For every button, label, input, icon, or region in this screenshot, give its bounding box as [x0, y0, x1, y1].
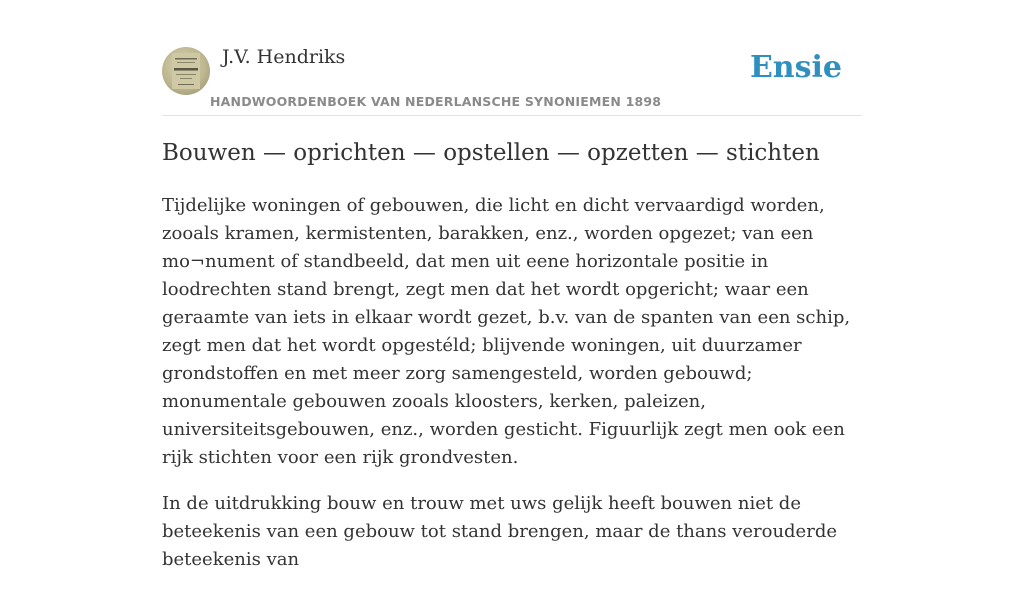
paragraph: Tijdelijke woningen of gebouwen, die licht en dicht vervaardigd worden, zooals kramen, kermistenten, barakken, enz., worden opgezet; van een mo¬nument of standbeeld, dat men uit eene horizontale positie in loodrechten stand brengt, zegt men dat het wordt opgericht; waar een geraamte van iets in elkaar wordt gezet, b.v. van de spanten van een schip, zegt men dat het wordt opgestéld; blijvende woningen, uit duurzamer grondstoffen en met meer zorg samengesteld, worden gebouwd; monumentale gebouwen zooals kloosters, kerken, paleizen, universiteitsgebouwen, enz., worden gesticht. Figuurlijk zegt men ook een rijk stichten voor een rijk grondvesten.	[162, 195, 851, 468]
article-page	[162, 0, 862, 570]
paragraph: In de uitdrukking bouw en trouw met uws gelijk heeft bouwen niet de beteekenis van een gebouw tot stand brengen, maar de thans verouderde beteekenis van	[162, 493, 837, 570]
ensie-logo[interactable]: Ensie	[749, 50, 842, 85]
entry-body	[162, 192, 862, 592]
header	[162, 0, 862, 116]
author-name[interactable]: J.V. Hendriks	[222, 46, 346, 68]
book-cover-icon	[162, 47, 210, 95]
source-title[interactable]: HANDWOORDENBOEK VAN NEDERLANSCHE SYNONIEMEN 1898	[210, 94, 662, 109]
entry-title: Bouwen — oprichten — opstellen — opzetten — stichten	[162, 140, 820, 166]
book-cover-avatar[interactable]	[162, 47, 210, 95]
